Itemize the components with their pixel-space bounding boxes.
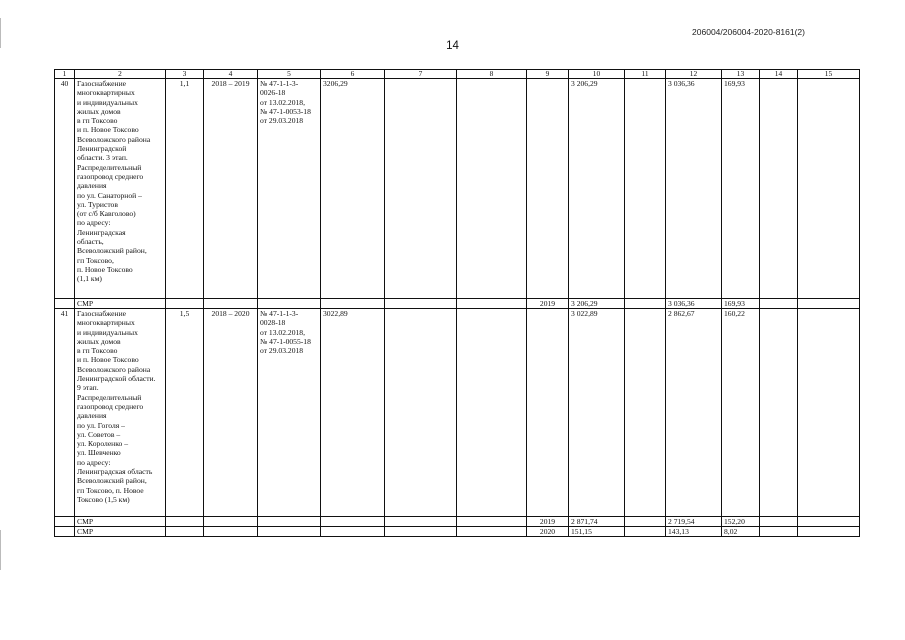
empty-cell [385,299,457,309]
empty-cell [457,79,527,299]
year-cell: 2020 [527,527,569,537]
empty-cell [385,309,457,517]
empty-cell [457,309,527,517]
description-line: область, [77,237,104,247]
column-header: 4 [204,70,258,79]
empty-cell [760,517,798,527]
empty-cell [760,79,798,299]
empty-cell [166,527,204,537]
description-line: Газоснабжение [77,79,127,88]
description-line: гп Токсово, [77,255,114,265]
permit-line: № 47-1-0053-18 [260,106,311,116]
value-cell-13: 160,22 [722,309,760,517]
empty-cell [385,517,457,527]
total-cell: 3 206,29 [569,79,625,299]
description-line: в гп Токсово [77,116,118,126]
description-line: 9 этап. [77,383,99,393]
total-cell: 3 206,29 [569,299,625,309]
description-line: Токсово (1,5 км) [77,494,130,504]
description-line: (от с/б Кавголово) [77,209,136,219]
empty-cell [321,527,385,537]
description-line: многоквартирных [77,88,135,98]
description-line: и индивидуальных [77,97,138,107]
column-header: 13 [722,70,760,79]
work-type-cell: СМР [75,517,166,527]
permit-cell [258,309,321,517]
empty-cell [798,517,860,527]
permit-line: от 29.03.2018 [260,346,304,356]
description-line: Распределительный [77,392,142,402]
column-header: 7 [385,70,457,79]
projects-table [54,69,860,537]
empty-cell [760,309,798,517]
binding-mark-bottom [0,530,1,570]
description-line: ул. Шевченко [77,448,121,458]
description-line: Всеволожского района [77,364,151,374]
row-number: 41 [55,309,75,517]
table-subrow [55,527,860,537]
cost-cell: 3206,29 [321,79,385,299]
description-line: ул. Советов – [77,429,121,439]
empty-cell [527,79,569,299]
description-line: по адресу: [77,218,111,228]
column-header: 10 [569,70,625,79]
work-type-cell: СМР [75,299,166,309]
empty-cell [625,299,666,309]
value-cell-12: 3 036,36 [666,79,722,299]
value-cell-12: 3 036,36 [666,299,722,309]
empty-cell [457,299,527,309]
description-line: Всеволожского района [77,134,151,144]
description-line: и п. Новое Токсово [77,355,139,365]
description-line: газопровод среднего [77,401,144,411]
object-description [75,309,166,517]
table-subrow [55,517,860,527]
empty-cell [321,299,385,309]
total-cell: 3 022,89 [569,309,625,517]
empty-cell [625,517,666,527]
empty-cell [258,299,321,309]
description-line: п. Новое Токсово [77,264,133,274]
empty-cell [760,299,798,309]
empty-cell [798,299,860,309]
empty-cell [204,299,258,309]
description-line: по ул. Гоголя – [77,420,125,430]
object-description [75,79,166,299]
description-line: Ленинградской области. [77,374,156,384]
empty-cell [625,527,666,537]
empty-cell [760,527,798,537]
permit-cell [258,79,321,299]
table-row [55,79,860,299]
permit-line: от 13.02.2018, [260,327,305,337]
description-line: Всеволожский район, [77,476,147,486]
column-header: 8 [457,70,527,79]
description-line: ул. Короленко – [77,439,129,449]
value-cell-13: 169,93 [722,79,760,299]
description-line: Газоснабжение [77,309,127,318]
empty-cell [55,517,75,527]
empty-cell [798,309,860,517]
column-header: 6 [321,70,385,79]
description-line: Ленинградская область [77,467,153,477]
length-cell: 1,5 [166,309,204,517]
length-cell: 1,1 [166,79,204,299]
value-cell-13: 8,02 [722,527,760,537]
page-number: 14 [446,40,459,52]
column-header: 9 [527,70,569,79]
description-line: Всеволожский район, [77,246,147,256]
empty-cell [625,309,666,517]
description-line: многоквартирных [77,318,135,328]
period-cell: 2018 – 2020 [204,309,258,517]
empty-cell [258,517,321,527]
year-cell: 2019 [527,517,569,527]
empty-cell [321,517,385,527]
table-subrow [55,299,860,309]
description-line: Ленинградская [77,227,126,237]
year-cell: 2019 [527,299,569,309]
document-id: 206004/206004-2020-8161(2) [692,27,805,37]
permit-line: от 13.02.2018, [260,97,305,107]
empty-cell [258,527,321,537]
total-cell: 151,15 [569,527,625,537]
empty-cell [457,527,527,537]
empty-cell [385,79,457,299]
value-cell-12: 143,13 [666,527,722,537]
description-line: давления [77,411,107,421]
column-header: 12 [666,70,722,79]
permit-line: 0028-18 [260,318,286,328]
description-line: в гп Токсово [77,346,118,356]
work-type-cell: СМР [75,527,166,537]
empty-cell [166,517,204,527]
description-line: Распределительный [77,162,142,172]
empty-cell [798,527,860,537]
column-header: 14 [760,70,798,79]
value-cell-13: 169,93 [722,299,760,309]
empty-cell [166,299,204,309]
empty-cell [527,309,569,517]
empty-cell [457,517,527,527]
permit-line: от 29.03.2018 [260,116,304,126]
value-cell-13: 152,20 [722,517,760,527]
description-line: и индивидуальных [77,327,138,337]
empty-cell [385,527,457,537]
empty-cell [204,517,258,527]
empty-cell [204,527,258,537]
permit-line: № 47-1-1-3- [260,79,299,88]
permit-line: 0026-18 [260,88,286,98]
column-header: 15 [798,70,860,79]
description-line: гп Токсово, п. Новое [77,485,144,495]
description-line: Ленинградской [77,144,127,154]
empty-cell [625,79,666,299]
row-number: 40 [55,79,75,299]
description-line: области. 3 этап. [77,153,128,163]
description-line: ул. Туристов [77,199,118,209]
cost-cell: 3022,89 [321,309,385,517]
permit-line: № 47-1-1-3- [260,309,299,318]
empty-cell [55,299,75,309]
empty-cell [798,79,860,299]
description-line: по ул. Санаторной – [77,190,142,200]
column-header: 1 [55,70,75,79]
column-header: 3 [166,70,204,79]
value-cell-12: 2 862,67 [666,309,722,517]
total-cell: 2 871,74 [569,517,625,527]
column-header: 11 [625,70,666,79]
description-line: жилых домов [77,336,121,346]
table-row [55,309,860,517]
description-line: (1,1 км) [77,274,102,284]
description-line: давления [77,181,107,191]
empty-cell [55,527,75,537]
period-cell: 2018 – 2019 [204,79,258,299]
column-header: 5 [258,70,321,79]
description-line: и п. Новое Токсово [77,125,139,135]
description-line: газопровод среднего [77,171,144,181]
description-line: по адресу: [77,457,111,467]
column-number-row [55,70,860,79]
description-line: жилых домов [77,106,121,116]
column-header: 2 [75,70,166,79]
value-cell-12: 2 719,54 [666,517,722,527]
permit-line: № 47-1-0055-18 [260,336,311,346]
